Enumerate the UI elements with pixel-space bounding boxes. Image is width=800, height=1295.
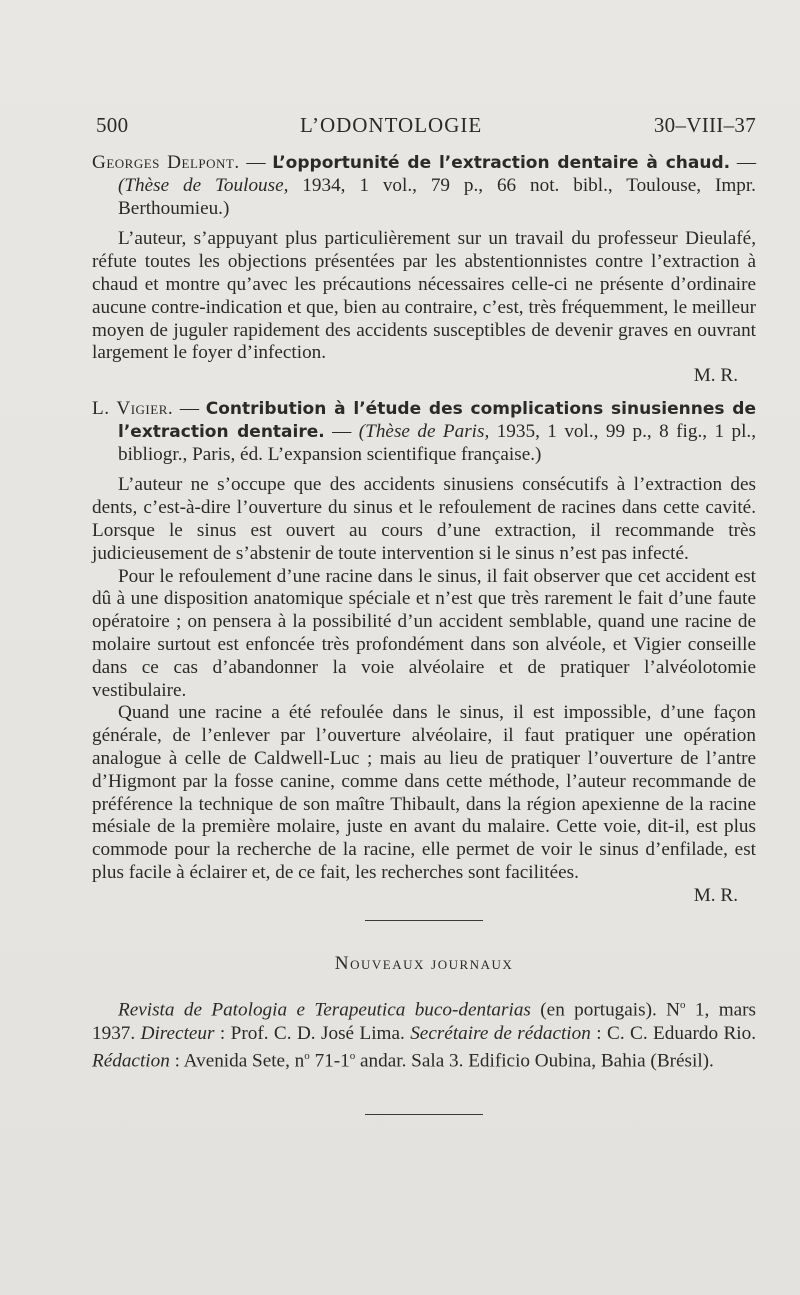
notice-text: 1, mars 1937. — [92, 999, 757, 1044]
text-column — [92, 152, 756, 1115]
notice-text: andar. Sala 3. Edificio Oubina, Bahia (Brésil). — [355, 1050, 714, 1072]
dash: — — [730, 152, 757, 173]
review-paragraph: Pour le refoulement d’une racine dans le sinus, il fait observer que cet accident est dû à une disposition anatomique spéciale et n’est que très rarement le fait d’une faute opératoire ; on pensera à la possibilité d’un accident semblable, quand une racine de molaire surtout est enfoncée très profondément dans son alvéole, et Vigier conseille dans ce cas d’abandonner la voie alvéolaire et de pratiquer l’alvéolotomie vestibulaire. — [92, 565, 756, 701]
reviewer-signature: M. R. — [693, 884, 738, 906]
role-label: Rédaction — [92, 1050, 170, 1072]
issue-date: 30–VIII–37 — [653, 113, 756, 137]
source-italic: (Thèse de Toulouse, — [118, 174, 289, 196]
section-divider — [365, 920, 483, 921]
notice-text: : C. C. Eduardo Rio. — [590, 1022, 756, 1044]
review-body: L’auteur, s’appuyant plus particulièrement sur un travail du professeur Dieulafé, réfute toutes les objections présentées par les abstentionnistes contre l’extraction à chaud et montre qu’avec les précautions nécessaires celle-ci ne présente d’ordinaire aucune contre-indication et que, bien au contraire, c’est, très fréquemment, le meilleur moyen de juguler rapidement des accidents susceptibles de devenir graves en ouvrant largement le foyer d’infection. — [92, 228, 756, 364]
role-label: Secrétaire de rédaction — [410, 1022, 591, 1044]
page-header — [96, 113, 756, 138]
role-label: Directeur — [140, 1022, 215, 1044]
source-details: 1934, 1 vol., 79 p., 66 not. bibl., Toulouse, Impr. Berthoumieu.) — [118, 174, 756, 219]
page-number: 500 — [96, 113, 129, 137]
bibliographic-reference — [92, 398, 756, 466]
end-divider — [365, 1114, 483, 1115]
reviewer-signature: M. R. — [693, 365, 738, 387]
dash: — — [239, 152, 273, 173]
superscript: o — [349, 1050, 356, 1063]
source-details: 1935, 1 vol., 99 p., 8 fig., 1 pl., bibliogr., Paris, éd. L’expansion scientifique française.) — [118, 420, 757, 465]
review-paragraph: Quand une racine a été refoulée dans le sinus, il est impossible, d’une façon générale, de l’enlever par l’ouverture alvéolaire, il faut pratiquer une opération analogue à celle de Caldwell-Luc ; mais au lieu de pratiquer l’ouverture de l’antre d’Higmont par la fosse canine, comme dans cette méthode, l’auteur recommande de préférence la technique de son maître Thibault, dans la région apexienne de la racine mésiale de la première molaire, juste en avant du malaire. Cette voie, dit-il, est plus commode pour la recherche de la racine, elle permet de voir le sinus d’enfilade, est plus facile à éclairer et, de ce fait, les recherches sont facilitées. — [92, 702, 756, 883]
dash: — — [324, 420, 359, 442]
notice-text: (en portugais). N — [530, 999, 681, 1021]
review-entry-vigier — [92, 398, 756, 908]
notice-text: 71-1 — [309, 1050, 350, 1072]
notice-text: : Avenida Sete, n — [169, 1050, 305, 1072]
journal-notice — [92, 994, 756, 1073]
work-title: L’opportunité de l’extraction dentaire à chaud. — [272, 153, 731, 173]
notice-text: : Prof. C. D. José Lima. — [214, 1022, 411, 1044]
superscript: o — [304, 1050, 310, 1063]
dash: — — [173, 397, 206, 419]
bibliographic-reference — [92, 152, 756, 220]
review-entry-delpont — [92, 152, 756, 388]
author-name: L. Vigier. — [92, 397, 174, 419]
superscript: o — [680, 999, 686, 1012]
section-heading: Nouveaux journaux — [334, 952, 514, 974]
source-italic: (Thèse de Paris, — [358, 420, 490, 442]
review-paragraph: L’auteur ne s’occupe que des accidents sinusiens consécutifs à l’extraction des dents, c’est-à-dire l’ouverture du sinus et le refoulement de racines dans cette cavité. Lorsque le sinus est ouvert au cours d’une extraction, il recommande très judicieusement de s’abstenir de toute intervention si le sinus n’est pas infecté. — [92, 474, 756, 564]
work-title: Contribution à l’étude des complications sinusiennes de l’extraction dentaire. — [118, 398, 757, 442]
running-title: L’ODONTOLOGIE — [300, 113, 483, 137]
journal-name: Revista de Patologia e Terapeutica buco-dentarias — [118, 999, 531, 1021]
author-name: Georges Delpont. — [92, 152, 240, 173]
